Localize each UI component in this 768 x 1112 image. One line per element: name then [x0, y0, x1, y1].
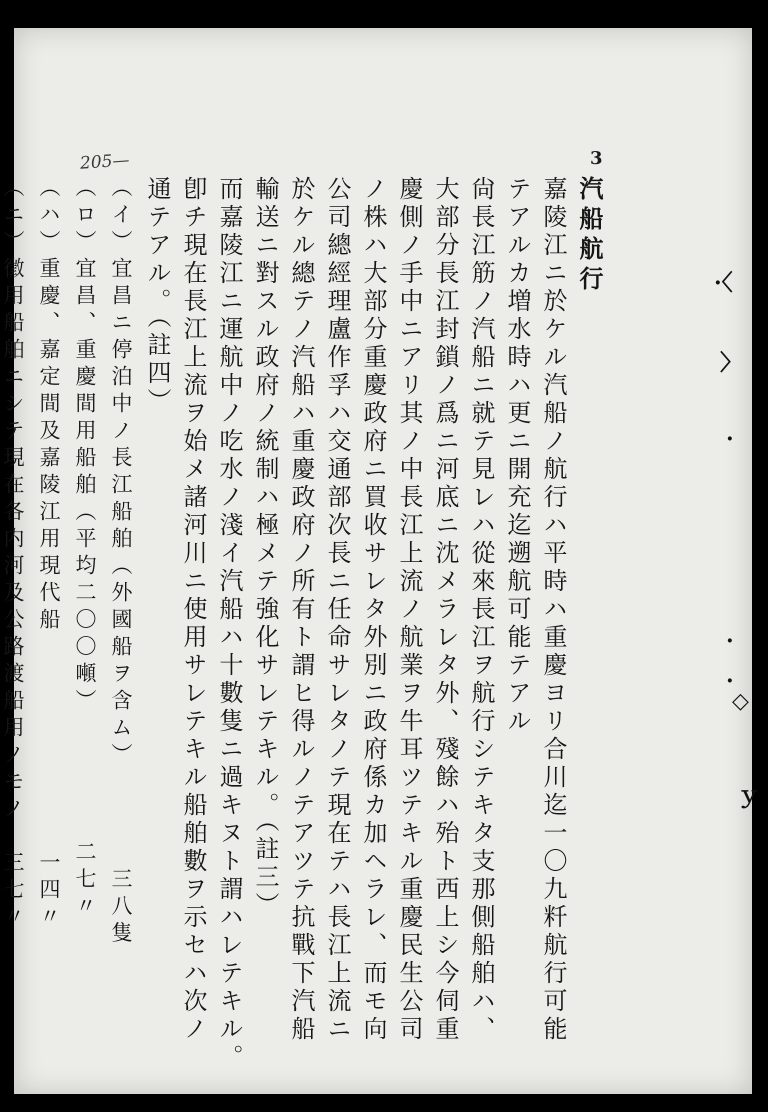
binding-hole-mark: ·	[726, 668, 734, 694]
text-column: ノ株ハ大部分重慶政府ニ買收サレタ外別ニ政府係カ加ヘラレ、而モ向	[359, 176, 387, 1044]
page-number: 3	[590, 148, 603, 169]
document-page	[1, 28, 761, 1094]
handwritten-annotation: 205—	[79, 150, 131, 174]
list-item: （ロ）宜昌、重慶間用船舶（平均二〇〇噸） 二七〃	[73, 176, 97, 922]
text-column: 嘉陵江ニ於ケル汽船ノ航行ハ平時ハ重慶ヨリ合川迄一〇九粁航行可能	[539, 176, 567, 1044]
binding-hole-mark: ｙ	[738, 782, 761, 808]
binding-hole-mark: 〉	[720, 350, 743, 376]
text-column: 尙長江筋ノ汽船ニ就テ見レハ從來長江ヲ航行シテキタ支那側船舶ハ、	[467, 176, 495, 1044]
text-column: テアルカ増水時ハ更ニ開充迄遡航可能テアル	[503, 176, 531, 736]
section-heading: 汽船航行	[575, 176, 604, 296]
text-column: 通テアル。（註四）	[143, 176, 171, 416]
binding-hole-mark: ·	[726, 628, 734, 654]
text-column: 公司總經理盧作孚ハ交通部次長ニ任命サレタノテ現在テハ長江上流ニ	[323, 176, 351, 1044]
text-column: 於ケル總テノ汽船ハ重慶政府ノ所有ト謂ヒ得ルノテアツテ抗戰下汽船	[287, 176, 315, 1044]
binding-hole-mark: ◇	[732, 688, 749, 714]
binding-hole-mark: ·〈	[714, 270, 733, 296]
text-column: 而嘉陵江ニ運航中ノ吃水ノ淺イ汽船ハ十數隻ニ過キヌト謂ハレテキル。	[215, 176, 243, 1072]
vertical-text-body	[1, 176, 604, 1072]
list-item: （イ）宜昌ニ停泊中ノ長江船舶（外國船ヲ含ム） 三八隻	[109, 176, 133, 949]
text-column: 輸送ニ對スル政府ノ統制ハ極メテ強化サレテキル。（註三）	[251, 176, 279, 920]
text-column: 慶側ノ手中ニアリ其ノ中長江上流ノ航業ヲ牛耳ツテキル重慶民生公司	[395, 176, 423, 1044]
text-column: 大部分長江封鎖ノ爲ニ河底ニ沈メラレタ外、殘餘ハ殆ト西上シ今伺重	[431, 176, 459, 1044]
list-item: （ニ）徵用船舶ニシテ現在各内河及公路渡船用ノモノ 三七〃	[1, 176, 25, 932]
binding-hole-mark: ·	[726, 426, 734, 452]
text-column: 卽チ現在長江上流ヲ始メ諸河川ニ使用サレテキル船舶數ヲ示セハ次ノ	[179, 176, 207, 1044]
list-item: （ハ）重慶、嘉定間及嘉陵江用現代船 一四〃	[37, 176, 61, 932]
